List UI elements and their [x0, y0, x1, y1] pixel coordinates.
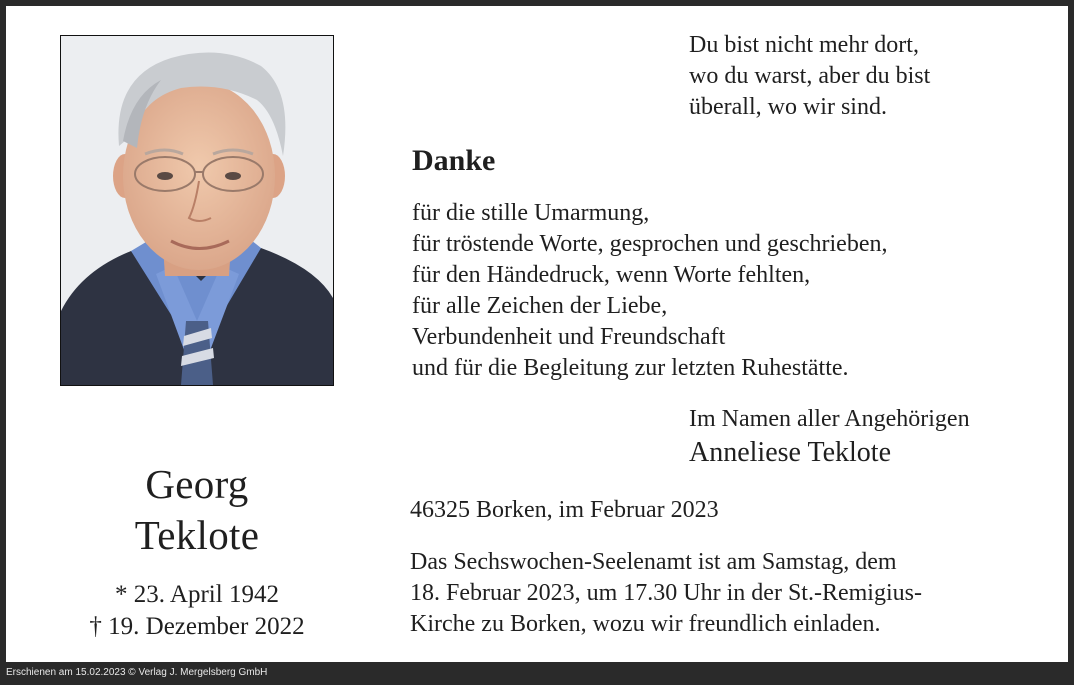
thanks-line: für die stille Umarmung, — [412, 200, 650, 226]
thanks-text — [412, 198, 887, 384]
thanks-line: Verbundenheit und Freundschaft — [412, 324, 726, 350]
thanks-line: für alle Zeichen der Liebe, — [412, 293, 668, 319]
thanks-line: für tröstende Worte, gesprochen und geschrieben, — [412, 231, 888, 257]
birth-date: * 23. April 1942 — [115, 581, 279, 608]
quote-line: überall, wo wir sind. — [689, 94, 887, 120]
last-name: Teklote — [134, 512, 260, 558]
signature-name: Anneliese Teklote — [689, 437, 892, 468]
death-date: † 19. Dezember 2022 — [89, 613, 305, 640]
memorial-quote — [689, 30, 930, 123]
deceased-name — [66, 459, 328, 561]
quote-line: Du bist nicht mehr dort, — [689, 32, 919, 58]
quote-line: wo du warst, aber du bist — [689, 63, 931, 89]
thanks-line: und für die Begleitung zur letzten Ruhestätte. — [412, 355, 849, 381]
service-line: 18. Februar 2023, um 17.30 Uhr in der St.-Remigius- — [410, 580, 922, 606]
portrait-image — [61, 36, 333, 385]
thanks-line: für den Händedruck, wenn Worte fehlten, — [412, 262, 811, 288]
publication-footer: Erschienen am 15.02.2023 © Verlag J. Mergelsberg GmbH — [6, 667, 268, 678]
signature-label: Im Namen aller Angehörigen — [689, 406, 970, 432]
service-line: Das Sechswochen-Seelenamt ist am Samstag, dem — [410, 549, 897, 575]
service-notice — [410, 547, 922, 640]
first-name: Georg — [145, 461, 249, 507]
life-dates — [66, 579, 328, 643]
thanks-heading: Danke — [412, 144, 496, 177]
obituary-card — [6, 6, 1068, 662]
place-date: 46325 Borken, im Februar 2023 — [410, 497, 719, 523]
portrait-photo — [60, 35, 334, 386]
service-line: Kirche zu Borken, wozu wir freundlich einladen. — [410, 611, 881, 637]
